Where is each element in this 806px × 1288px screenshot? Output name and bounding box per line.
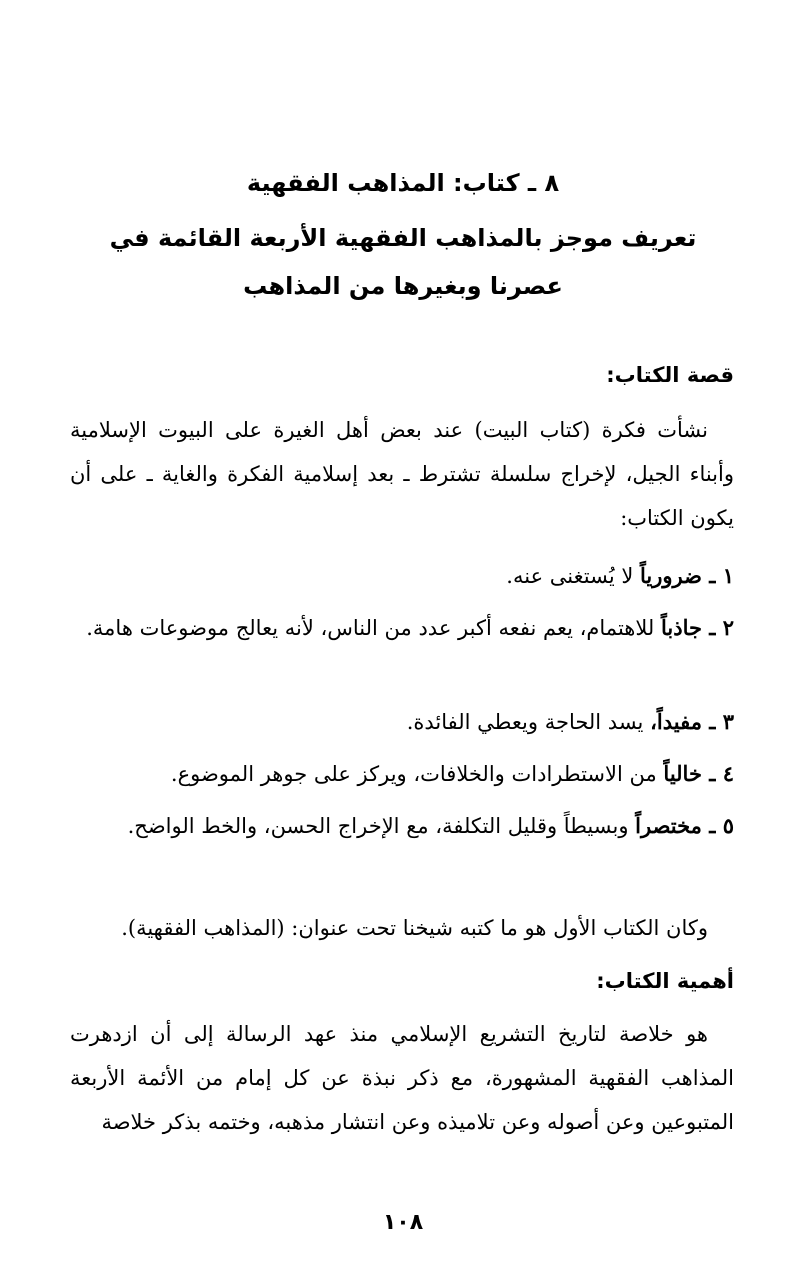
criterion-lead: ٢ ـ جاذباً (660, 615, 734, 640)
criterion-text: من الاستطرادات والخلافات، ويركز على جوهر الموضوع. (170, 762, 664, 786)
criterion-lead: ١ ـ ضرورياً (640, 563, 734, 588)
importance-text: هو خلاصة لتاريخ التشريع الإسلامي منذ عهد الرسالة إلى أن ازدهرت المذاهب الفقهية المشهورة، مع ذكر نبذة عن كل إمام من الأئمة الأربعة المتبوعين وعن أصوله وعن تلاميذه وعن انتشار مذهبه، وختمه بذكر خلاصة (70, 1022, 734, 1134)
criterion-text: للاهتمام، يعم نفعه أكبر عدد من الناس، لأنه يعالج موضوعات هامة. (86, 616, 661, 640)
criterion-item-4 (70, 752, 734, 796)
page-number: ١٠٨ (382, 1210, 424, 1235)
book-subtitle: تعريف موجز بالمذاهب الفقهية الأربعة القائمة في عصرنا وبغيرها من المذاهب (109, 224, 697, 300)
story-intro: نشأت فكرة (كتاب البيت) عند بعض أهل الغيرة على البيوت الإسلامية وأبناء الجيل، لإخراج سلسلة تشترط ـ بعد إسلامية الفكرة والغاية ـ على أن يكون الكتاب: (70, 418, 734, 530)
criterion-lead: ٤ ـ خالياً (663, 761, 734, 786)
criterion-text: وبسيطاً وقليل التكلفة، مع الإخراج الحسن، والخط الواضح. (127, 814, 636, 838)
criterion-lead: ٣ ـ مفيداً، (650, 709, 734, 734)
criterion-item-2 (70, 606, 734, 650)
story-heading: قصة الكتاب: (606, 363, 734, 387)
criterion-text: يسد الحاجة ويعطي الفائدة. (406, 710, 651, 734)
book-title: ٨ ـ كتاب: المذاهب الفقهية (246, 169, 560, 197)
story-closing: وكان الكتاب الأول هو ما كتبه شيخنا تحت عنوان: (المذاهب الفقهية). (121, 916, 708, 940)
criterion-item-3 (70, 700, 734, 744)
criterion-lead: ٥ ـ مختصراً (635, 813, 734, 838)
criterion-item-1 (70, 554, 734, 598)
criterion-text: لا يُستغنى عنه. (506, 564, 640, 588)
criterion-item-5 (70, 804, 734, 848)
importance-heading: أهمية الكتاب: (596, 969, 734, 993)
